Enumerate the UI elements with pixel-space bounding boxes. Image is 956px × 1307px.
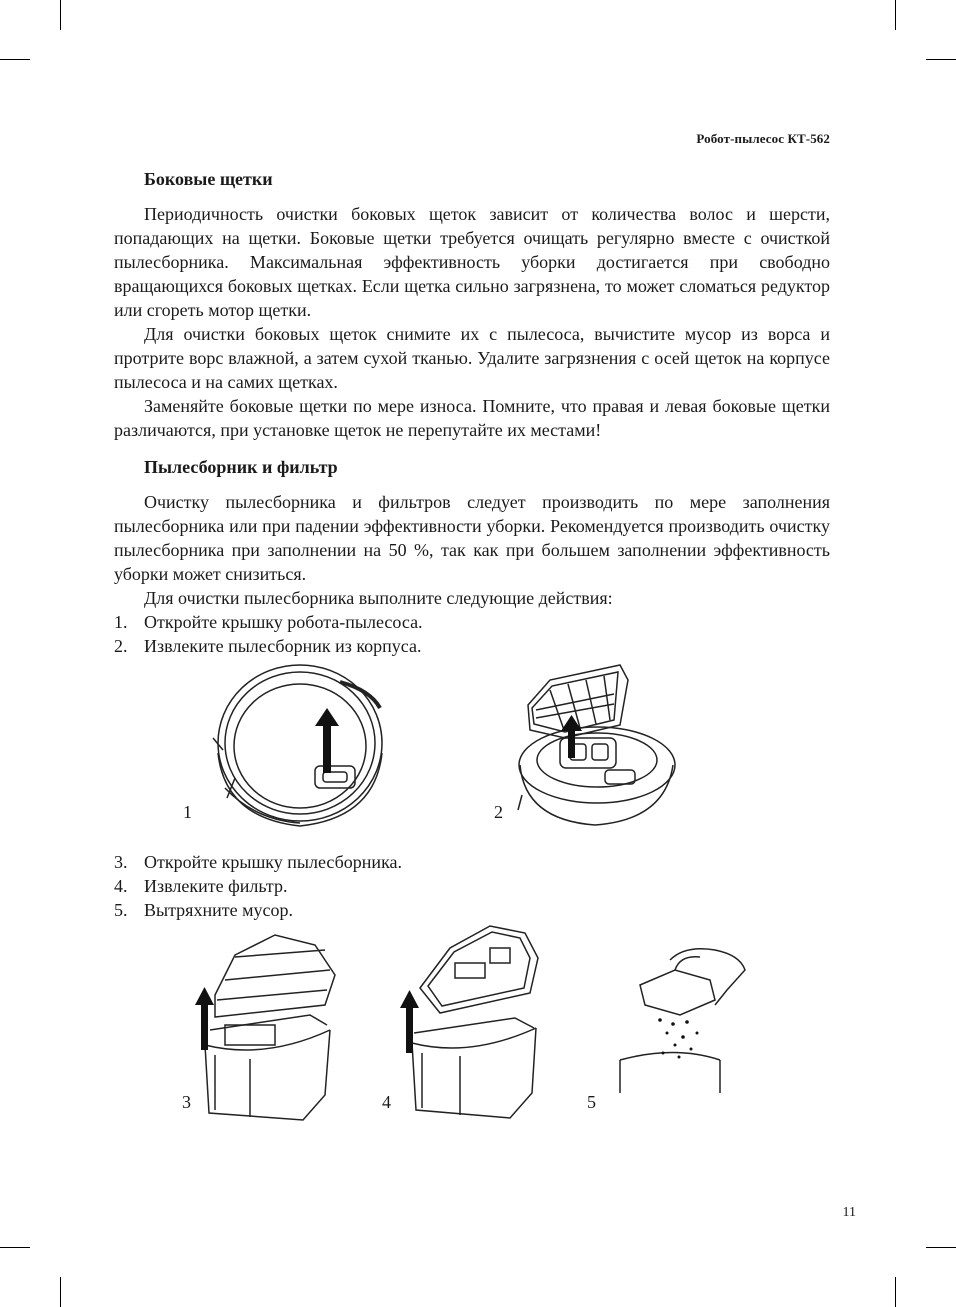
- step-text: Извлеките пылесборник из корпуса.: [144, 636, 422, 656]
- step-number: 4.: [114, 876, 128, 896]
- list-item: [114, 850, 402, 874]
- figure-number: 3: [182, 1092, 191, 1112]
- running-header: Робот-пылесос КТ-562: [696, 131, 830, 146]
- section-heading-side-brushes: Боковые щетки: [144, 169, 273, 189]
- crop-mark: [895, 0, 896, 30]
- steps-list: [114, 610, 423, 658]
- dustbin-lid-open-illustration: [195, 935, 340, 1120]
- step-text: Откройте крышку пылесборника.: [144, 852, 403, 872]
- robot-lid-illustration: [205, 668, 395, 833]
- steps-list: [114, 850, 402, 922]
- step-text: Вытряхните мусор.: [144, 900, 293, 920]
- step-text: Откройте крышку робота-пылесоса.: [144, 612, 423, 632]
- section-heading-dustbin: Пылесборник и фильтр: [144, 457, 338, 477]
- paragraph: Для очистки боковых щеток снимите их с пылесоса, вычистите мусор из ворса и протрите ворс влажной, а затем сухой тканью. Удалите загрязнения с осей щеток на корпусе пылесоса и на самих щетках.: [114, 324, 830, 392]
- step-text: Извлеките фильтр.: [144, 876, 288, 896]
- list-item: [114, 634, 423, 658]
- step-number: 3.: [114, 852, 128, 872]
- crop-mark: [60, 1277, 61, 1307]
- step-number: 2.: [114, 636, 128, 656]
- page-number: 11: [842, 1205, 856, 1220]
- list-item: [114, 874, 402, 898]
- crop-mark: [0, 1247, 30, 1248]
- empty-debris-illustration: [615, 945, 750, 1095]
- figure-number: 1: [183, 802, 192, 822]
- figure-number: 4: [382, 1092, 391, 1112]
- paragraph: Очистку пылесборника и фильтров следует производить по мере заполнения пылесборника или при падении эффективности уборки. Рекомендуется производить очистку пылесборника при заполнении на 50 %, так как при большем заполнении эффективность уборки может снизиться.: [114, 492, 830, 584]
- paragraph: Периодичность очистки боковых щеток зависит от количества волос и шерсти, попадающих на щетки. Боковые щетки требуется очищать регулярно вместе с очисткой пылесборника. Максимальная эффективность уборки достигается при свободно вращающихся боковых щетках. Если щетка сильно загрязнена, то может сломаться редуктор или сгореть мотор щетки.: [114, 204, 830, 320]
- list-item: [114, 898, 402, 922]
- crop-mark: [0, 59, 30, 60]
- crop-mark: [60, 0, 61, 30]
- paragraph: Заменяйте боковые щетки по мере износа. Помните, что правая и левая боковые щетки различаются, при установке щеток не перепутайте их местами!: [114, 396, 830, 440]
- list-item: [114, 610, 423, 634]
- filter-removal-illustration: [400, 918, 545, 1118]
- crop-mark: [926, 1247, 956, 1248]
- figure-number: 5: [587, 1092, 596, 1112]
- crop-mark: [895, 1277, 896, 1307]
- step-number: 5.: [114, 900, 128, 920]
- crop-mark: [926, 59, 956, 60]
- figure-number: 2: [494, 802, 503, 822]
- step-number: 1.: [114, 612, 128, 632]
- robot-open-lid-illustration: [510, 660, 685, 830]
- paragraph: Для очистки пылесборника выполните следующие действия:: [144, 588, 613, 608]
